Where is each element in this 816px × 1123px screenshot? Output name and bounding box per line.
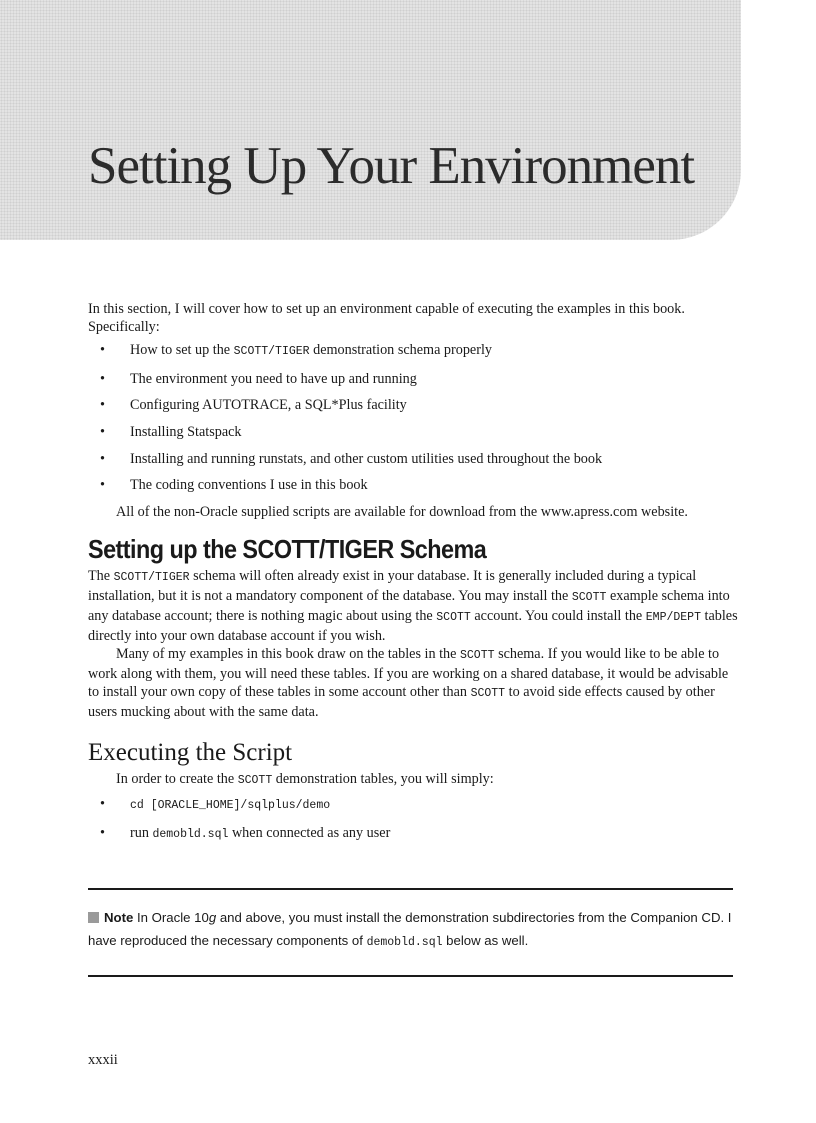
page-number: xxxii [88, 1052, 118, 1068]
list-item: • Installing Statspack [88, 423, 738, 441]
chapter-title: Setting Up Your Environment [88, 137, 695, 195]
list-item: • The coding conventions I use in this book [88, 476, 738, 494]
script-steps-list [88, 795, 738, 844]
intro-bullet-list [88, 341, 738, 494]
list-item: • Configuring AUTOTRACE, a SQL*Plus facility [88, 396, 738, 414]
note-icon [88, 912, 99, 923]
list-item: • How to set up the SCOTT/TIGER demonstration schema properly [88, 341, 738, 361]
chapter-banner [0, 0, 741, 240]
section-paragraph-2: Many of my examples in this book draw on the tables in the SCOTT schema. If you would like to be able to work along with them, you will need these tables. If you are working on a shared database, it would be advisable to install your own copy of these tables in some account other than SCOTT to avoid side effects caused by other users mucking about with the same data. [88, 646, 729, 721]
note-label: Note [104, 910, 134, 925]
list-item: • Installing and running runstats, and other custom utilities used throughout the book [88, 450, 738, 468]
intro-paragraph: In this section, I will cover how to set up an environment capable of executing the examples in this book. Specifically: [88, 301, 685, 335]
subsection-heading: Executing the Script [88, 739, 293, 767]
section-heading: Setting up the SCOTT/TIGER Schema [88, 534, 487, 565]
download-note: All of the non-Oracle supplied scripts are available for download from the www.apress.com website. [116, 504, 688, 521]
list-item: • The environment you need to have up and running [88, 370, 738, 388]
list-item: • cd [ORACLE_HOME]/sqlplus/demo [88, 795, 738, 815]
note-box: Note In Oracle 10g and above, you must install the demonstration subdirectories from the Companion CD. I have reproduced the necessary components of demobld.sql below as well. [88, 888, 733, 977]
section-paragraph-1: The SCOTT/TIGER schema will often already exist in your database. It is generally included during a typical installation, but it is not a mandatory component of the database. You may install the SCOTT example schema into any database account; there is nothing magic about using the SCOTT account. You could install the EMP/DEPT tables directly into your own database account if you wish. [88, 568, 738, 645]
list-item: • run demobld.sql when connected as any user [88, 824, 738, 844]
subsection-intro: In order to create the SCOTT demonstration tables, you will simply: [116, 771, 494, 788]
main-content [88, 300, 738, 853]
